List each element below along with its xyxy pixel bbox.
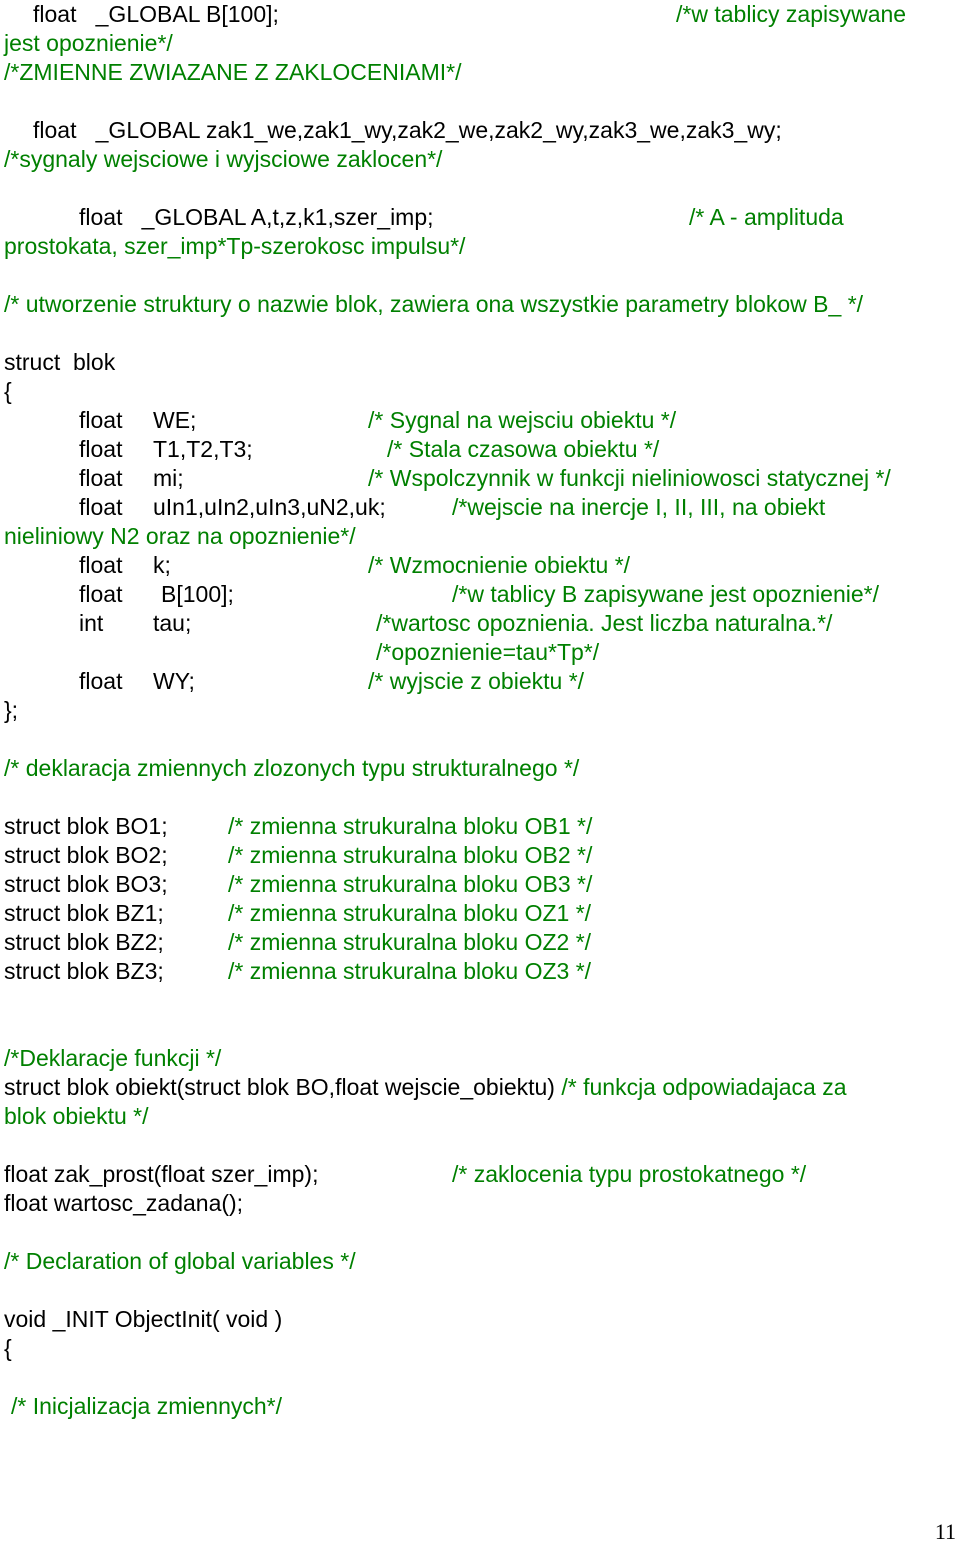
comment-text: /* zmienna strukuralna bloku OB2 */: [228, 842, 593, 868]
code-text: struct blok BO1;: [4, 813, 168, 839]
comment-text: /* Inicjalizacja zmiennych*/: [11, 1393, 283, 1419]
code-line: [33, 0, 279, 29]
code-text: {: [4, 1335, 12, 1361]
comment-text: /* zmienna strukuralna bloku OB1 */: [228, 813, 593, 839]
code-text: void _INIT ObjectInit( void ): [4, 1306, 283, 1332]
code-text: struct blok BZ1;: [4, 900, 164, 926]
code-text: struct blok: [4, 349, 116, 375]
comment-text: /*opoznienie=tau*Tp*/: [376, 639, 600, 665]
comment-text: /* A - amplituda: [689, 204, 844, 230]
comment-text: /* Wspolczynnik w funkcji nieliniowosci statycznej */: [368, 465, 891, 491]
code-text: struct blok obiekt(struct blok BO,float wejscie_obiektu): [4, 1074, 562, 1100]
code-text: float zak_prost(float szer_imp);: [4, 1161, 319, 1187]
comment-text: jest opoznienie*/: [4, 30, 173, 56]
comment-text: /* Declaration of global variables */: [4, 1248, 356, 1274]
page-number: 11: [934, 1519, 956, 1544]
comment-text: /* Stala czasowa obiektu */: [387, 436, 660, 462]
code-text: float _GLOBAL A,t,z,k1,szer_imp;: [79, 204, 434, 230]
comment-text: blok obiektu */: [4, 1103, 149, 1129]
code-keyword: int: [79, 610, 104, 636]
comment-text: /*Deklaracje funkcji */: [4, 1045, 222, 1071]
code-keyword: float: [79, 552, 123, 578]
comment-text: /*w tablicy B zapisywane jest opoznienie*/: [452, 581, 880, 607]
comment-text: /* zmienna strukuralna bloku OZ2 */: [228, 929, 592, 955]
comment-text: /*wartosc opoznienia. Jest liczba naturalna.*/: [376, 610, 833, 636]
comment-text: /*sygnaly wejsciowe i wyjsciowe zaklocen*/: [4, 146, 443, 172]
comment-text: /* zmienna strukuralna bloku OB3 */: [228, 871, 593, 897]
code-text: tau;: [153, 610, 192, 636]
code-keyword: float: [79, 494, 123, 520]
comment-text: /* zaklocenia typu prostokatnego */: [452, 1161, 807, 1187]
comment-text: /*wejscie na inercje I, II, III, na obiekt: [452, 494, 826, 520]
comment-text: /* deklaracja zmiennych zlozonych typu strukturalnego */: [4, 755, 580, 781]
code-keyword: float: [79, 407, 123, 433]
comment-text: /* Sygnal na wejsciu obiektu */: [368, 407, 677, 433]
code-text: mi;: [153, 465, 184, 491]
code-text: float _GLOBAL zak1_we,zak1_wy,zak2_we,zak2_wy,zak3_we,zak3_wy;: [33, 117, 782, 143]
comment-text: /* wyjscie z obiektu */: [368, 668, 585, 694]
code-text: WE;: [153, 407, 197, 433]
comment-text: nieliniowy N2 oraz na opoznienie*/: [4, 523, 356, 549]
code-keyword: float: [79, 465, 123, 491]
code-text: uIn1,uIn2,uIn3,uN2,uk;: [153, 494, 386, 520]
code-text: float _GLOBAL B[100];: [33, 1, 279, 27]
comment-text: prostokata, szer_imp*Tp-szerokosc impulsu*/: [4, 233, 466, 259]
code-text: k;: [153, 552, 171, 578]
code-keyword: float: [79, 581, 123, 607]
code-keyword: float: [79, 436, 123, 462]
comment-text: /* funkcja odpowiadajaca za: [561, 1074, 847, 1100]
code-text: struct blok BZ2;: [4, 929, 164, 955]
code-text: float wartosc_zadana();: [4, 1190, 244, 1216]
code-text: struct blok BZ3;: [4, 958, 164, 984]
code-keyword: float: [79, 668, 123, 694]
code-line: [4, 1073, 847, 1102]
code-text: B[100];: [161, 581, 234, 607]
code-text: T1,T2,T3;: [153, 436, 253, 462]
comment-text: /* zmienna strukuralna bloku OZ1 */: [228, 900, 592, 926]
code-text: };: [4, 697, 19, 723]
code-text: struct blok BO2;: [4, 842, 168, 868]
comment-text: /* zmienna strukuralna bloku OZ3 */: [228, 958, 592, 984]
comment-text: /* Wzmocnienie obiektu */: [368, 552, 631, 578]
comment-text: /* utworzenie struktury o nazwie blok, zawiera ona wszystkie parametry blokow B_ */: [4, 291, 864, 317]
code-text: WY;: [153, 668, 195, 694]
code-text: struct blok BO3;: [4, 871, 168, 897]
code-text: {: [4, 378, 12, 404]
comment-text: /*w tablicy zapisywane: [676, 1, 907, 27]
comment-text: /*ZMIENNE ZWIAZANE Z ZAKLOCENIAMI*/: [4, 59, 462, 85]
